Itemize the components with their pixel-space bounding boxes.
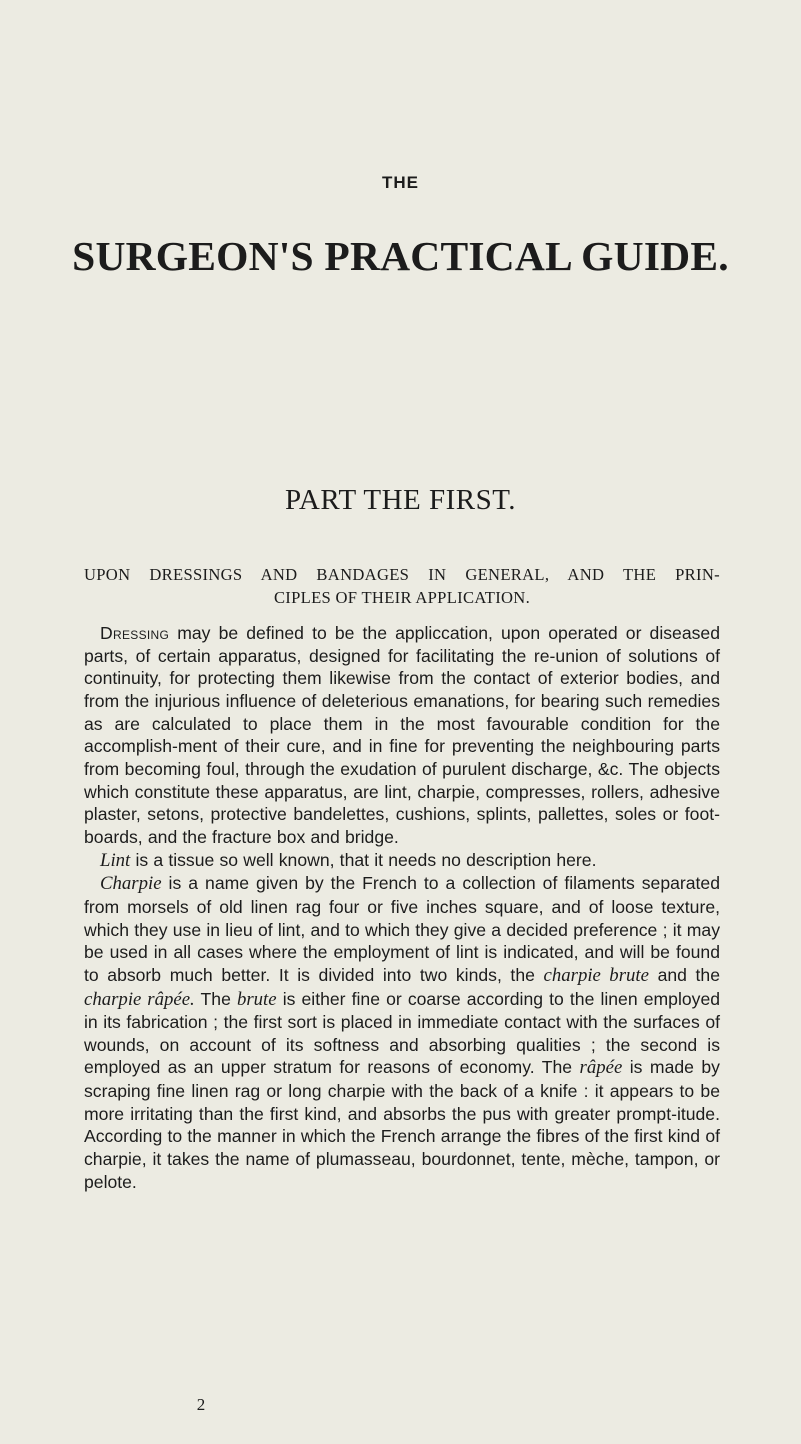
term-charpie-brute: charpie brute bbox=[543, 964, 649, 986]
section-heading-line-1: UPON DRESSINGS AND BANDAGES IN GENERAL, AND THE PRIN- bbox=[84, 565, 720, 584]
paragraph-dressing-text: may be defined to be the appliccation, upon operated or diseased parts, of certain apparatus, designed for facilitating the re-union of solutions of continuity, for protecting them likewise from the contact of exterior bodies, and from the injurious influence of deleterious emanations, for bearing such remedies as are calculated to place them in the most favourable condition for the accomplish-ment of their cure, and in fine for preventing the neighbouring parts from becoming foul, through the exudation of purulent discharge, &c. The objects which constitute these apparatus, are lint, charpie, compresses, rollers, adhesive plaster, setons, protective bandelettes, cushions, splints, pallettes, soles or foot-boards, and the fracture box and bridge. bbox=[84, 623, 720, 847]
paragraph-charpie-text-b: and the bbox=[648, 964, 720, 985]
paragraph-lint bbox=[84, 849, 720, 873]
pre-title: THE bbox=[382, 173, 419, 192]
paragraph-charpie-text-d: is either fine or coarse according to the linen employed in its fabrication ; the first sort is placed in immediate contact with the surfaces of wounds, on account of its softness and absorbing qualities ; the second is employed as an upper stratum for reasons of economy. The bbox=[84, 988, 721, 1078]
section-heading bbox=[84, 563, 720, 609]
part-title: PART THE FIRST. bbox=[284, 484, 517, 516]
section-heading-line-2: CIPLES OF THEIR APPLICATION. bbox=[273, 588, 531, 607]
page-number: 2 bbox=[196, 1395, 206, 1414]
term-rapee: râpée bbox=[579, 1057, 623, 1079]
paragraph-charpie bbox=[84, 872, 720, 1193]
paragraph-charpie-text-c: The bbox=[194, 988, 237, 1009]
paragraph-lint-text: is a tissue so well known, that it needs no description here. bbox=[130, 849, 597, 870]
body-text bbox=[84, 622, 720, 1193]
book-title: SURGEON'S PRACTICAL GUIDE. bbox=[72, 233, 729, 279]
lead-word-charpie: Charpie bbox=[100, 873, 162, 895]
paragraph-charpie-text-e: is made by scraping fine linen rag or long charpie with the back of a knife : it appears to be more irritating than the first kind, and absorbs the pus with greater prompt-itude. According to the manner in which the French arrange the fibres of the first kind of charpie, it takes the name of plumasseau, bourdonnet, tente, mèche, tampon, or pelote. bbox=[84, 1057, 720, 1192]
paragraph-charpie-text-a: is a name given by the French to a collection of filaments separated from morsels of old linen rag four or five inches square, and of loose texture, which they use in lieu of lint, and to which they give a decided preference ; it may be used in all cases where the employment of lint is indicated, and will be found to absorb much better. It is divided into two kinds, the bbox=[84, 873, 720, 985]
term-brute: brute bbox=[236, 988, 277, 1010]
term-charpie-rapee: charpie râpée. bbox=[84, 988, 195, 1010]
lead-word-dressing: Dressing bbox=[100, 623, 170, 643]
paragraph-dressing bbox=[84, 622, 720, 849]
lead-word-lint: Lint bbox=[100, 849, 131, 871]
